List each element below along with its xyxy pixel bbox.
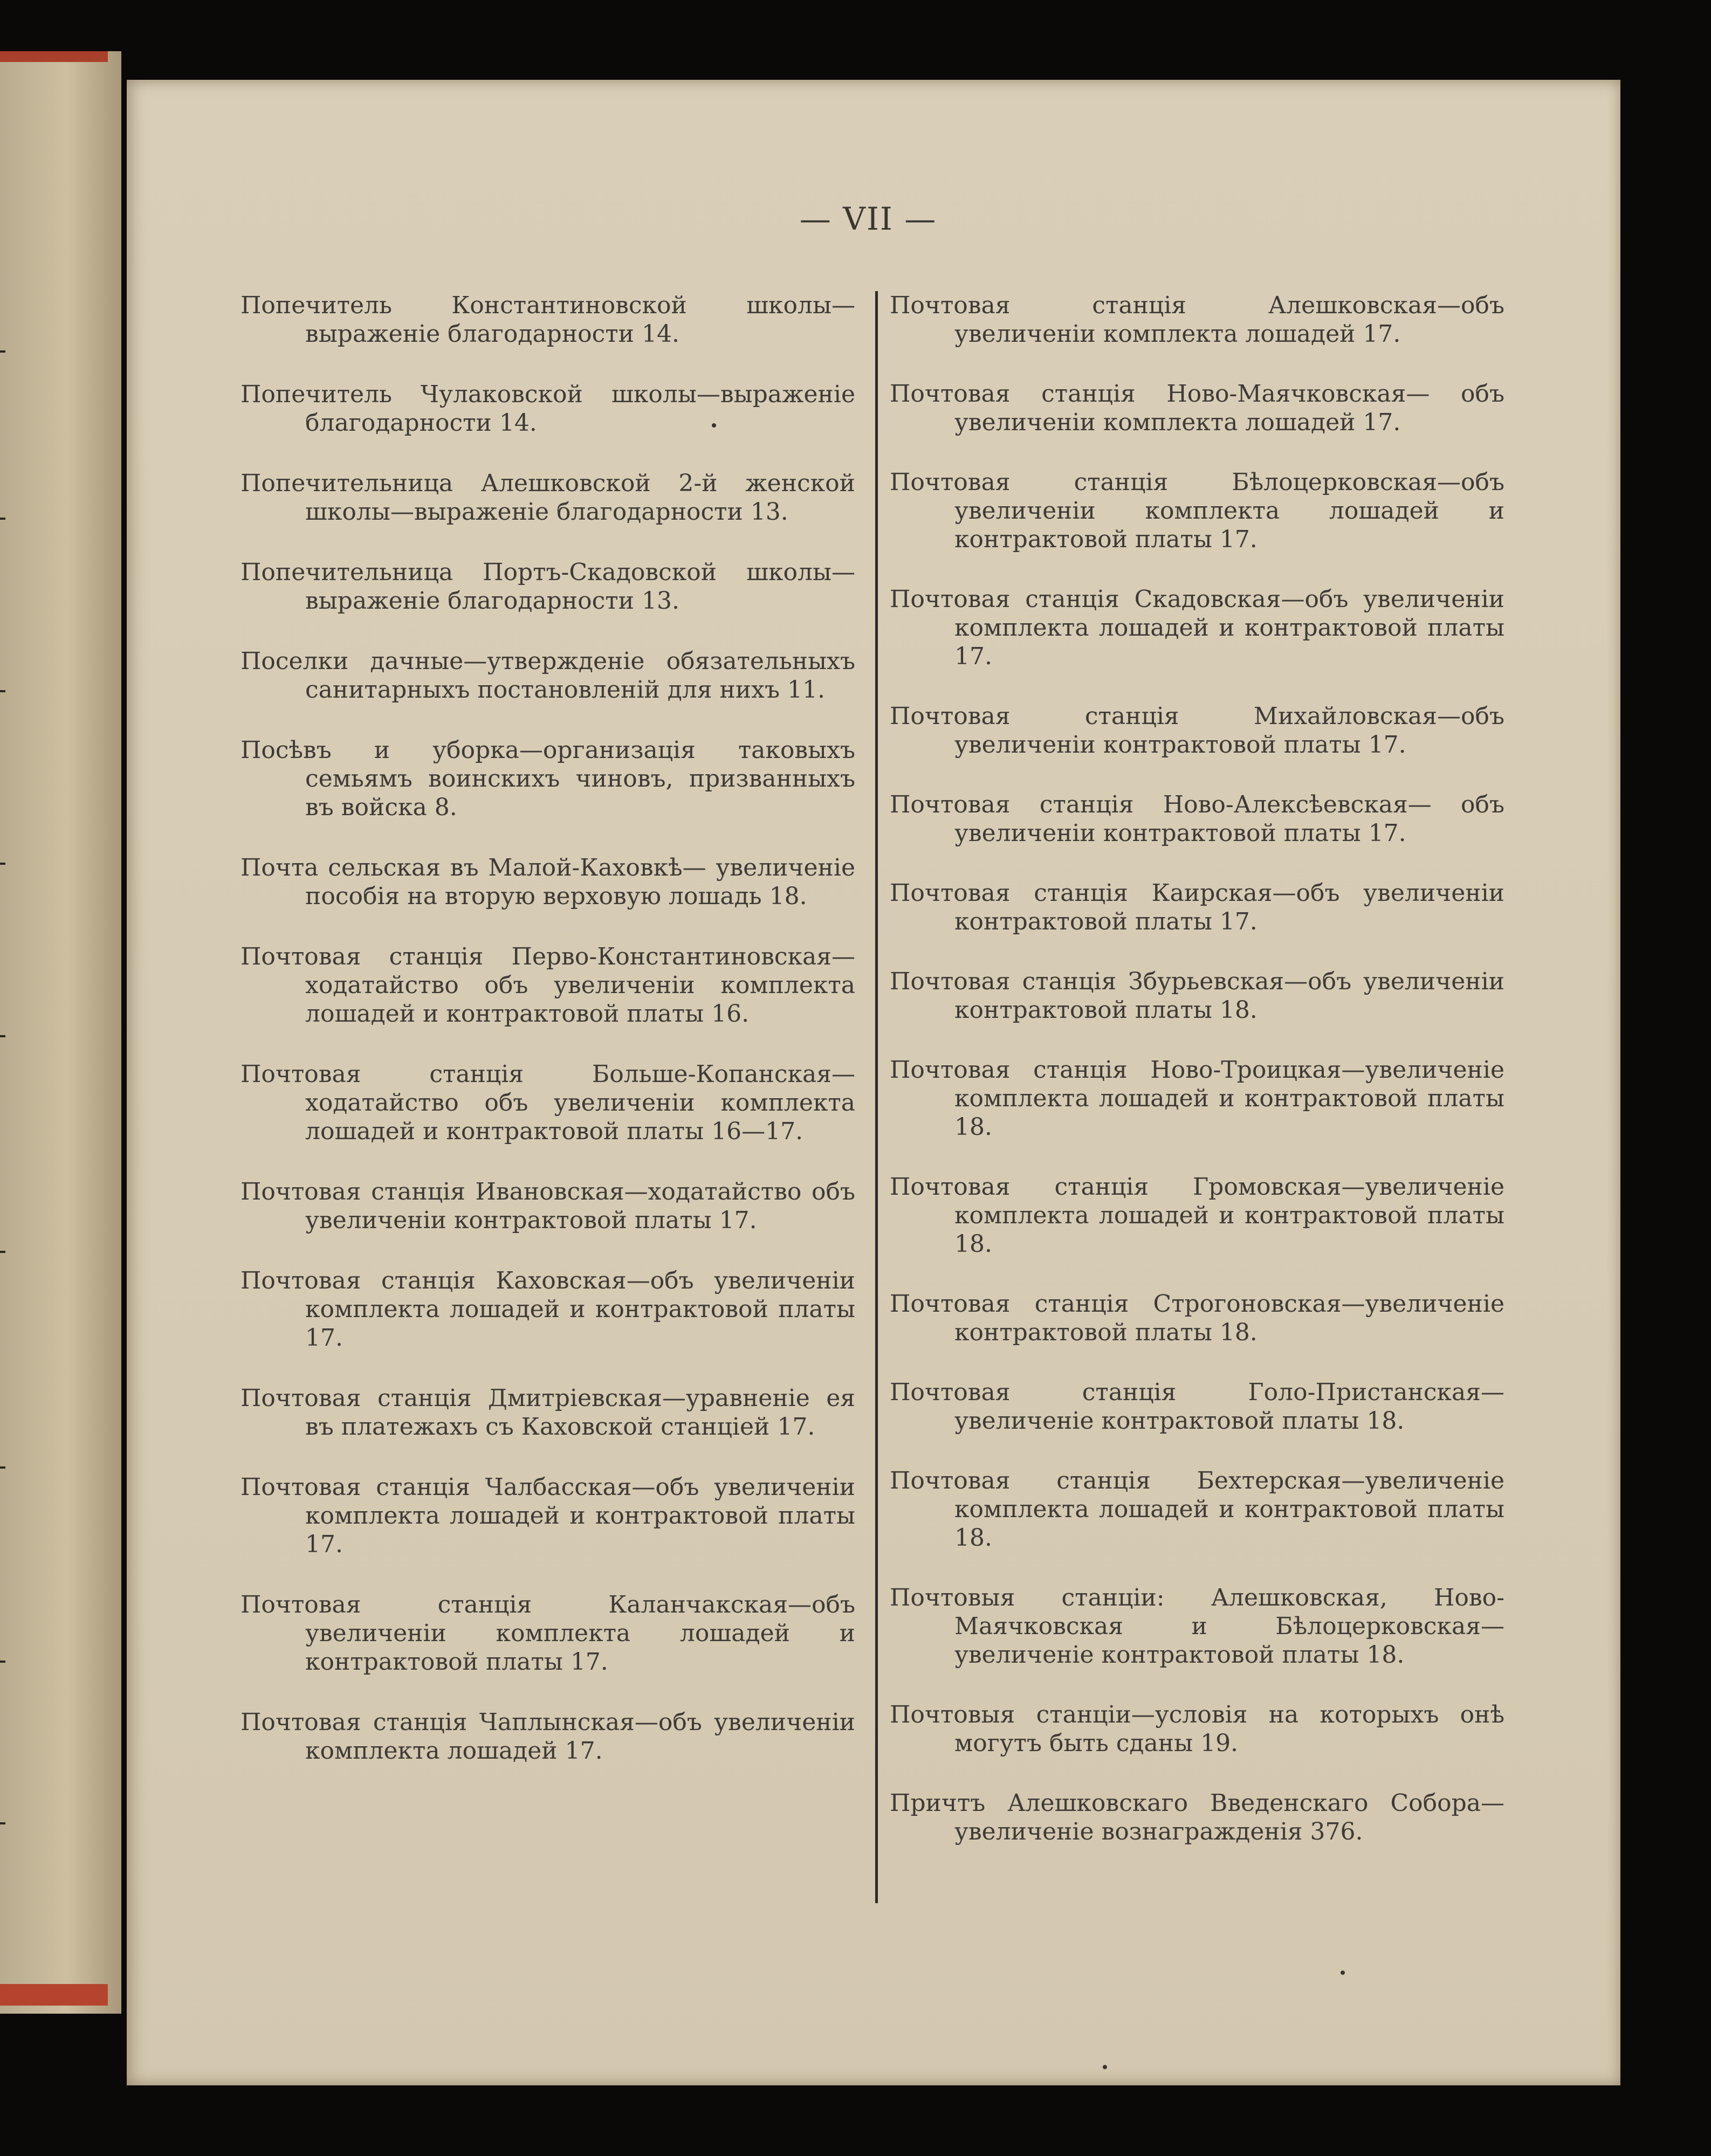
index-entry: Почтовая станція Михайловская—объ увеличеніи контрактовой платы 17. [890,702,1504,759]
index-entry: Почтовая станція Скадовская—объ увеличеніи комплекта лошадей и контрактовой платы 17. [890,586,1504,670]
index-entry: Почтовая станція Больше-Копанская— ходатайство объ увеличеніи комплекта лошадей и контрактовой платы 16—17. [240,1060,855,1145]
previous-page-edge [0,51,121,2014]
index-entry: Почтовая станція Каланчакская—объ увеличеніи комплекта лошадей и контрактовой платы 17. [240,1591,855,1676]
index-entry: Почтовая станція Ново-Алексѣевская— объ увеличеніи контрактовой платы 17. [890,791,1504,847]
index-entry: Почтовая станція Бехтерская—увеличеніе комплекта лошадей и контрактовой платы 18. [890,1467,1504,1552]
index-entry: Почтовая станція Дмитріевская—уравненіе ея въ платежахъ съ Каховской станціей 17. [240,1384,855,1441]
index-entry: Посѣвъ и уборка—организація таковыхъ семьямъ воинскихъ чиновъ, призванныхъ въ войска 8. [240,736,855,821]
index-entry: Почтовыя станціи—условія на которыхъ онѣ могутъ быть сданы 19. [890,1701,1504,1757]
index-entry: Попечительница Алешковской 2-й женской школы—выраженіе благодарности 13. [240,470,855,526]
index-entry: Поселки дачные—утвержденіе обязательныхъ санитарныхъ постановленій для нихъ 11. [240,648,855,704]
margin-mark [0,1251,5,1253]
index-entry: Почтовая станція Каховская—объ увеличеніи комплекта лошадей и контрактовой платы 17. [240,1267,855,1352]
index-entry: Попечитель Чулаковской школы—выраженіе благодарности 14. [240,381,855,437]
index-entry: Почтовая станція Громовская—увеличеніе комплекта лошадей и контрактовой платы 18. [890,1173,1504,1258]
index-entry: Почтовая станція Голо-Пристанская— увеличеніе контрактовой платы 18. [890,1379,1504,1435]
column-divider [875,291,878,1903]
index-column-left [240,291,855,1797]
index-entry: Почтовая станція Алешковская—объ увеличеніи комплекта лошадей 17. [890,292,1504,348]
index-entry: Попечитель Константиновской школы— выраженіе благодарности 14. [240,292,855,348]
margin-mark [0,1822,5,1824]
index-entry: Почтовая станція Каирская—объ увеличеніи контрактовой платы 17. [890,879,1504,935]
ink-speck [1103,2065,1107,2069]
index-entry: Почтовая станція Ново-Троицкая—увеличеніе комплекта лошадей и контрактовой платы 18. [890,1056,1504,1141]
cover-edge-top [0,51,108,62]
cover-edge-bottom [0,1984,108,2006]
index-entry: Почтовая станція Чалбасская—объ увеличеніи комплекта лошадей и контрактовой платы 17. [240,1473,855,1558]
index-entry: Попечительница Портъ-Скадовской школы—выраженіе благодарности 13. [240,559,855,615]
margin-mark [0,690,5,692]
margin-mark [0,1466,5,1469]
ink-speck [712,423,716,428]
page-number: — VII — [799,201,937,237]
index-entry: Почтовая станція Ивановская—ходатайство объ увеличеніи контрактовой платы 17. [240,1178,855,1234]
margin-mark [0,863,5,865]
margin-mark [0,518,5,520]
index-entry: Почтовая станція Ново-Маячковская— объ увеличеніи комплекта лошадей 17. [890,380,1504,436]
index-entry: Почтовыя станціи: Алешковская, Ново-Маячковская и Бѣлоцерковская— увеличеніе контрактовой платы 18. [890,1584,1504,1669]
index-entry: Почтовая станція Бѣлоцерковская—объ увеличеніи комплекта лошадей и контрактовой платы 17. [890,469,1504,553]
index-entry: Почтовая станція Перво-Константиновская—ходатайство объ увеличеніи комплекта лошадей и контрактовой платы 16. [240,943,855,1028]
index-entry: Почтовая станція Строгоновская—увеличеніе контрактовой платы 18. [890,1290,1504,1346]
index-entry: Почта сельская въ Малой-Каховкѣ— увеличеніе пособія на вторую верховую лошадь 18. [240,854,855,910]
ink-speck [1341,1971,1345,1975]
index-entry: Почтовая станція Чаплынская—объ увеличеніи комплекта лошадей 17. [240,1709,855,1765]
index-entry: Причтъ Алешковскаго Введенскаго Собора—увеличеніе вознагражденія 376. [890,1789,1504,1845]
margin-mark [0,1661,5,1663]
index-column-right [890,291,1504,1877]
index-entry: Почтовая станція Збурьевская—объ увеличеніи контрактовой платы 18. [890,968,1504,1024]
margin-mark [0,350,5,353]
margin-mark [0,1035,5,1037]
